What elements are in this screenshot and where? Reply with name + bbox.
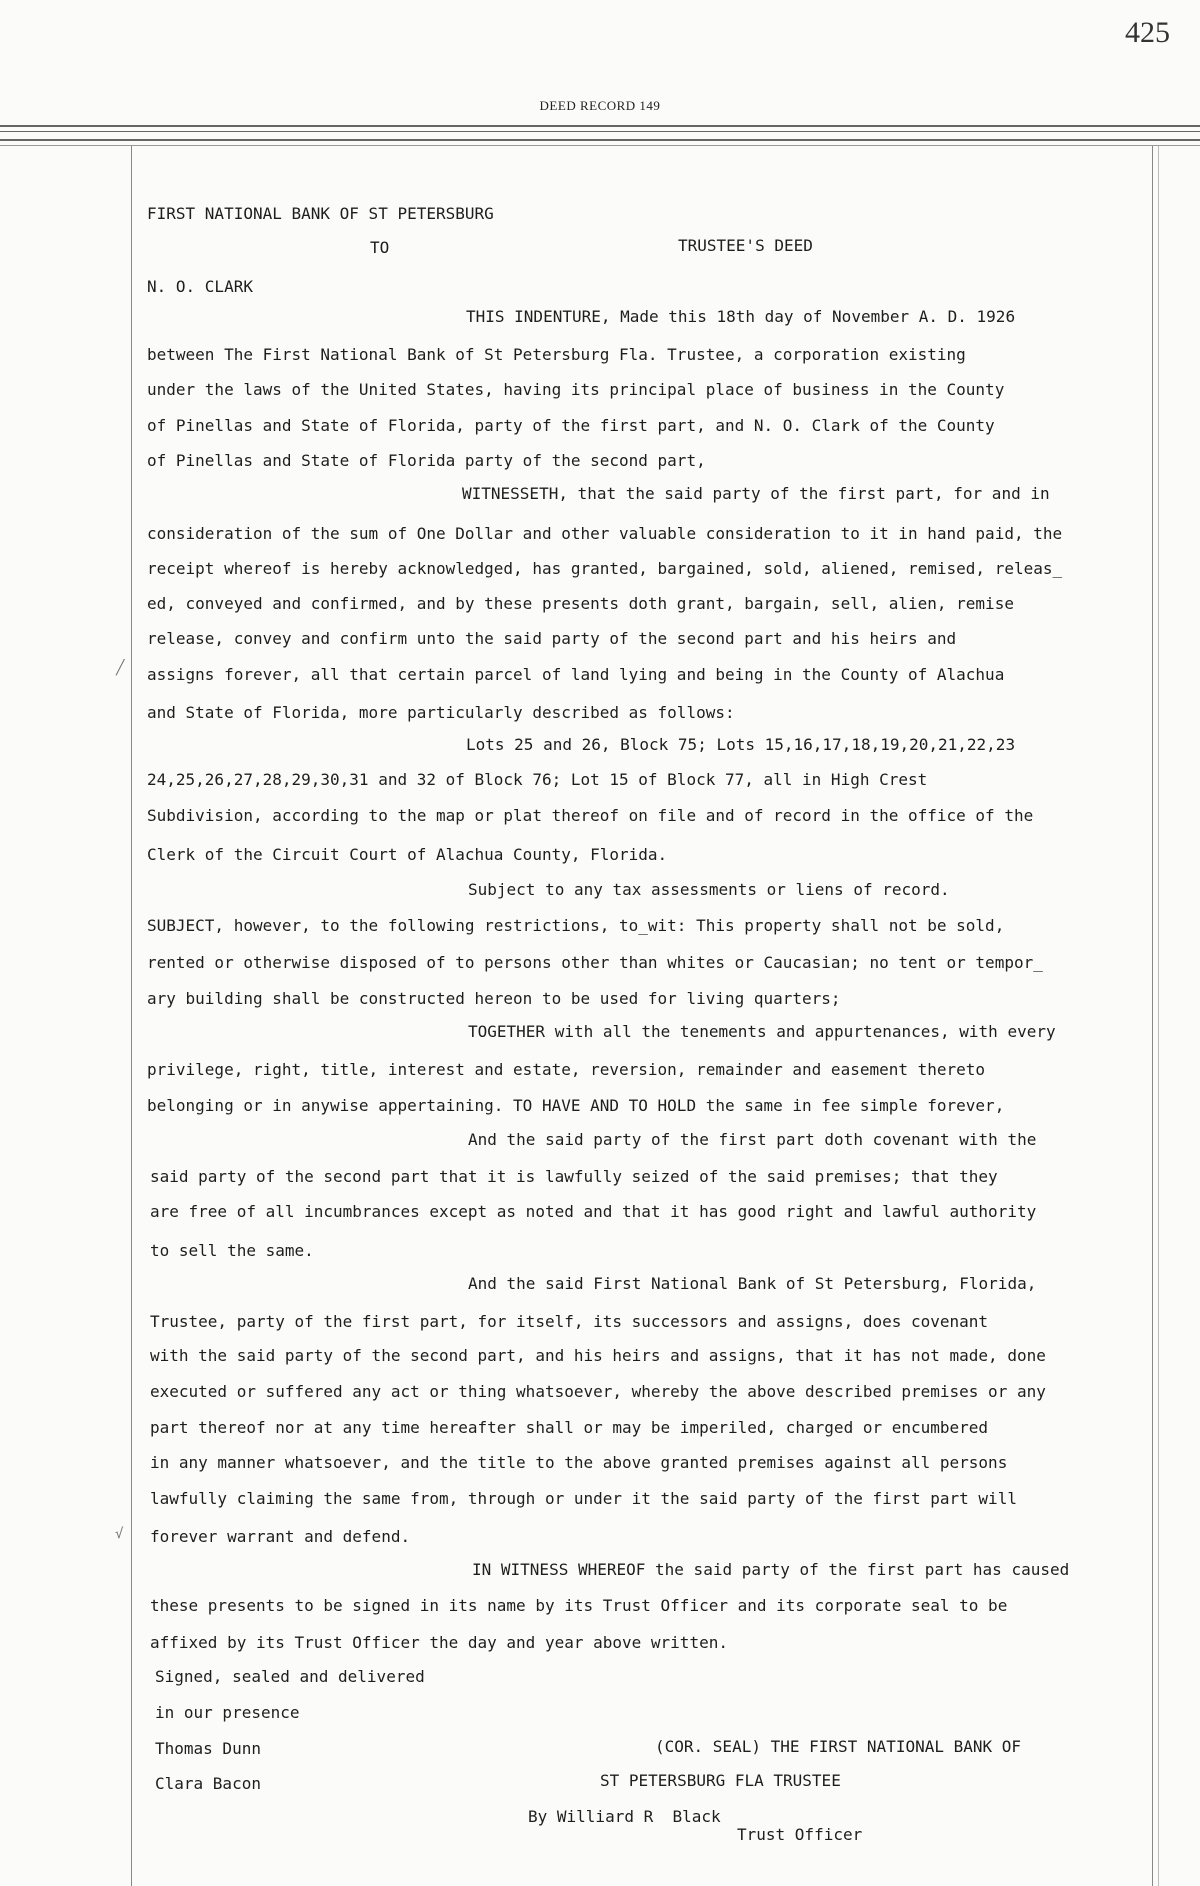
lots-description: Lots 25 and 26, Block 75; Lots 15,16,17,18,19,20,21,22,23	[466, 735, 1016, 754]
header-rule	[0, 131, 1200, 132]
header-rule	[0, 125, 1200, 127]
body-line: and State of Florida, more particularly described as follows:	[147, 703, 735, 722]
margin-rule-right	[1152, 146, 1153, 1886]
witness-name: Thomas Dunn	[155, 1739, 261, 1758]
signed-sealed-line: Signed, sealed and delivered	[155, 1667, 425, 1686]
body-line: these presents to be signed in its name by its Trust Officer and its corporate seal to be	[150, 1596, 1008, 1615]
body-line: ed, conveyed and confirmed, and by these presents doth grant, bargain, sell, alien, remise	[147, 594, 1014, 613]
body-line: under the laws of the United States, having its principal place of business in the County	[147, 380, 1005, 399]
body-line: IN WITNESS WHEREOF the said party of the first part has caused	[472, 1560, 1070, 1579]
body-line: belonging or in anywise appertaining. TO HAVE AND TO HOLD the same in fee simple forever,	[147, 1096, 1005, 1115]
body-line: lawfully claiming the same from, through or under it the said party of the first part will	[150, 1489, 1017, 1508]
body-line: of Pinellas and State of Florida, party of the first part, and N. O. Clark of the County	[147, 416, 995, 435]
restrictions-line: ary building shall be constructed hereon to be used for living quarters;	[147, 989, 841, 1008]
body-line: privilege, right, title, interest and estate, reversion, remainder and easement thereto	[147, 1060, 986, 1079]
body-line: affixed by its Trust Officer the day and year above written.	[150, 1633, 728, 1652]
body-line: And the said party of the first part doth covenant with the	[468, 1130, 1037, 1149]
body-line: Trustee, party of the first part, for itself, its successors and assigns, does covenant	[150, 1312, 989, 1331]
signed-by-line: By Williard R Black	[528, 1807, 721, 1826]
body-line: THIS INDENTURE, Made this 18th day of November A. D. 1926	[466, 307, 1016, 326]
record-header: DEED RECORD 149	[539, 98, 661, 113]
body-line: receipt whereof is hereby acknowledged, has granted, bargained, sold, aliened, remised, releas_	[147, 559, 1063, 578]
restrictions-line: SUBJECT, however, to the following restrictions, to_wit: This property shall not be sold,	[147, 916, 1005, 935]
grantor-name: FIRST NATIONAL BANK OF ST PETERSBURG	[147, 204, 494, 223]
lots-description: 24,25,26,27,28,29,30,31 and 32 of Block 76; Lot 15 of Block 77, all in High Crest	[147, 770, 928, 789]
body-line: Subject to any tax assessments or liens of record.	[468, 880, 950, 899]
body-line: said party of the second part that it is lawfully seized of the said premises; that they	[150, 1167, 998, 1186]
body-line: with the said party of the second part, and his heirs and assigns, that it has not made, done	[150, 1346, 1046, 1365]
margin-rule-left	[131, 146, 132, 1886]
witness-name: Clara Bacon	[155, 1774, 261, 1793]
page-number: 425	[1125, 16, 1170, 49]
margin-rule-right	[1158, 146, 1159, 1886]
body-line: forever warrant and defend.	[150, 1527, 411, 1546]
body-line: consideration of the sum of One Dollar and other valuable consideration to it in hand paid, the	[147, 524, 1063, 543]
to-label: TO	[370, 238, 390, 257]
body-line: WITNESSETH, that the said party of the first part, for and in	[462, 484, 1050, 503]
corporate-seal-line: (COR. SEAL) THE FIRST NATIONAL BANK OF	[655, 1737, 1022, 1756]
body-line: in any manner whatsoever, and the title to the above granted premises against all persons	[150, 1453, 1008, 1472]
in-presence-line: in our presence	[155, 1703, 300, 1722]
corporate-seal-line: ST PETERSBURG FLA TRUSTEE	[600, 1771, 841, 1790]
body-line: are free of all incumbrances except as noted and that it has good right and lawful authority	[150, 1202, 1037, 1221]
body-line: release, convey and confirm unto the said party of the second part and his heirs and	[147, 629, 957, 648]
body-line: And the said First National Bank of St Petersburg, Florida,	[468, 1274, 1037, 1293]
restrictions-line: rented or otherwise disposed of to persons other than whites or Caucasian; no tent or tempor_	[147, 953, 1043, 972]
header-rule	[0, 139, 1200, 141]
body-line: TOGETHER with all the tenements and appurtenances, with every	[468, 1022, 1056, 1041]
body-line: of Pinellas and State of Florida party of the second part,	[147, 451, 706, 470]
body-line: between The First National Bank of St Petersburg Fla. Trustee, a corporation existing	[147, 345, 966, 364]
body-line: assigns forever, all that certain parcel of land lying and being in the County of Alachua	[147, 665, 1005, 684]
margin-mark: ╱	[116, 660, 125, 676]
margin-mark: √	[115, 1526, 124, 1542]
body-line: part thereof nor at any time hereafter shall or may be imperiled, charged or encumbered	[150, 1418, 989, 1437]
body-line: to sell the same.	[150, 1241, 314, 1260]
body-line: executed or suffered any act or thing whatsoever, whereby the above described premises or any	[150, 1382, 1046, 1401]
body-line: Subdivision, according to the map or plat thereof on file and of record in the office of the	[147, 806, 1034, 825]
officer-title: Trust Officer	[737, 1825, 863, 1844]
deed-type: TRUSTEE'S DEED	[678, 236, 813, 255]
header-rule	[0, 145, 1200, 146]
body-line: Clerk of the Circuit Court of Alachua County, Florida.	[147, 845, 668, 864]
grantee-name: N. O. CLARK	[147, 277, 253, 296]
